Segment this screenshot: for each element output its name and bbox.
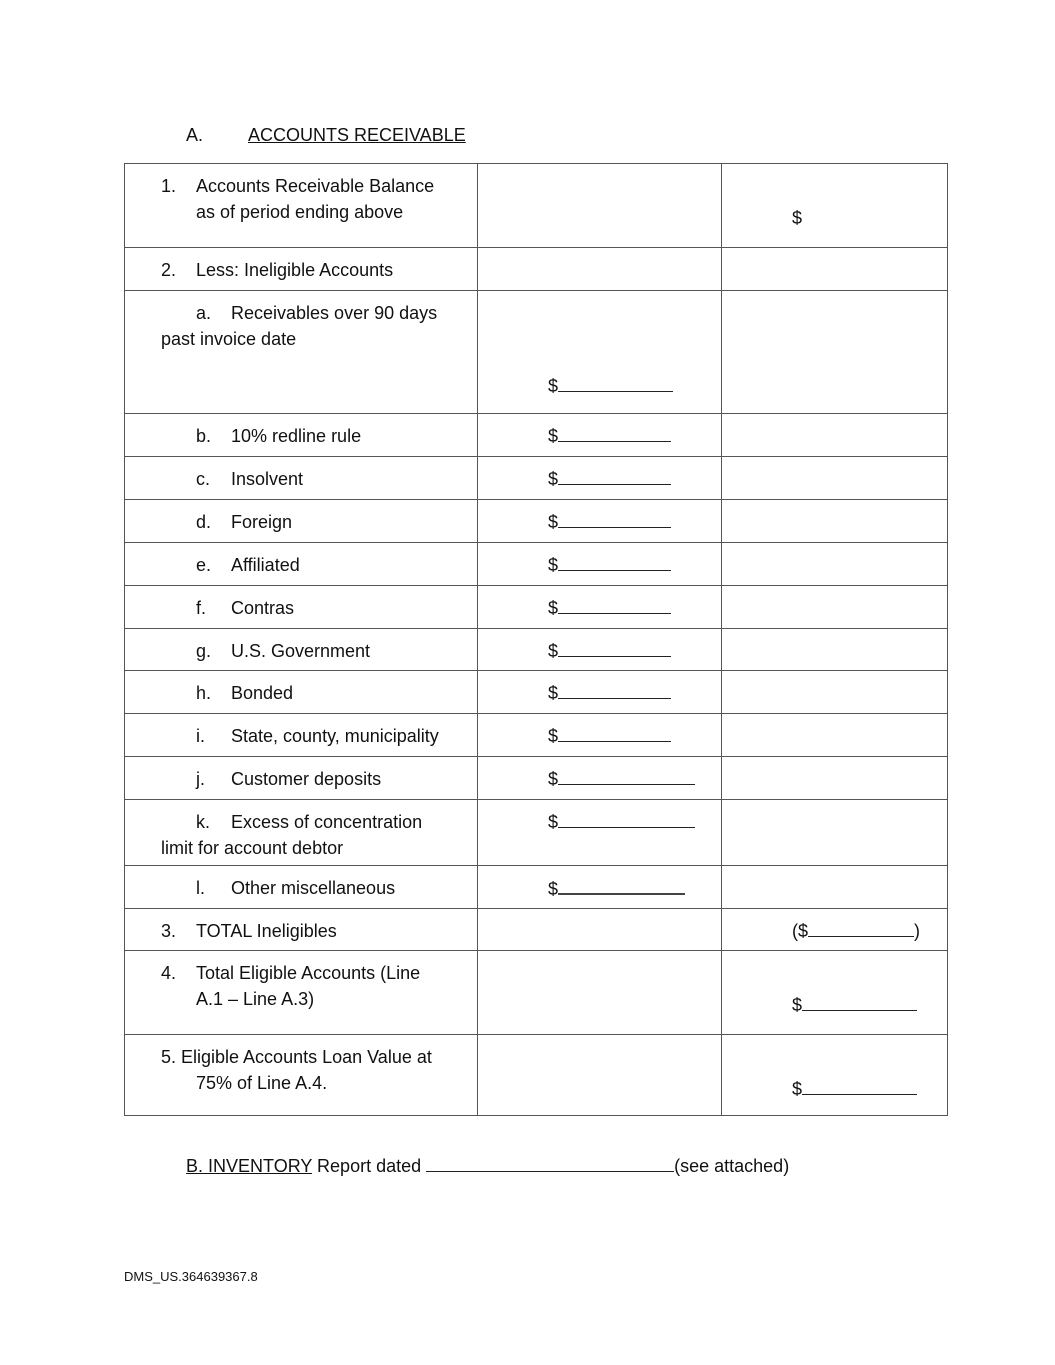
amount-field: $	[548, 766, 695, 792]
row-label: Excess of concentration	[231, 812, 423, 832]
blank-line[interactable]	[558, 680, 671, 699]
row-label: 5. Eligible Accounts Loan Value at	[161, 1047, 432, 1067]
row-label: TOTAL Ineligibles	[196, 921, 337, 941]
row-letter: f.	[196, 598, 207, 618]
table-row-4	[125, 951, 948, 1035]
amount-field: $	[792, 208, 803, 228]
accounts-receivable-table	[124, 163, 948, 1116]
table-row-d	[125, 500, 948, 543]
amount-cell[interactable]	[478, 291, 722, 414]
row-label: Contras	[231, 598, 295, 618]
row-letter: i.	[196, 726, 205, 746]
table-row-a	[125, 291, 948, 414]
amount-field: $	[548, 875, 685, 902]
row-letter: e.	[196, 555, 212, 575]
blank-line[interactable]	[558, 875, 685, 895]
blank-line[interactable]	[558, 723, 671, 742]
row-label: Less: Ineligible Accounts	[196, 260, 394, 280]
blank-line[interactable]	[558, 373, 673, 392]
row-label: Accounts Receivable Balance	[196, 176, 435, 196]
row-label: Foreign	[231, 512, 293, 532]
row-label: U.S. Government	[231, 641, 371, 661]
blank-line[interactable]	[808, 918, 914, 937]
table-row-3	[125, 909, 948, 951]
row-label: Affiliated	[231, 555, 300, 575]
row-label: 10% redline rule	[231, 426, 362, 446]
row-letter: l.	[196, 878, 205, 898]
amount-cell[interactable]	[478, 164, 722, 248]
table-row-i	[125, 714, 948, 757]
row-letter: a.	[196, 303, 212, 323]
amount-cell[interactable]	[478, 757, 722, 800]
section-b-suffix: (see attached)	[674, 1156, 790, 1176]
amount-field: $	[548, 723, 671, 749]
blank-line[interactable]	[558, 638, 671, 657]
section-a-title: ACCOUNTS RECEIVABLE	[248, 125, 466, 145]
row-number: 1.	[161, 176, 177, 196]
amount-cell[interactable]	[478, 500, 722, 543]
amount-cell[interactable]	[478, 586, 722, 629]
row-letter: h.	[196, 683, 212, 703]
report-date-blank[interactable]	[426, 1153, 674, 1172]
row-letter: d.	[196, 512, 212, 532]
row-letter: j.	[196, 769, 205, 789]
row-label: Other miscellaneous	[231, 878, 396, 898]
amount-cell[interactable]	[478, 457, 722, 500]
section-b-title: B. INVENTORY	[186, 1156, 313, 1176]
amount-field: $	[548, 809, 695, 835]
section-b-text: Report dated	[312, 1156, 427, 1176]
row-letter: g.	[196, 641, 212, 661]
blank-line[interactable]	[558, 423, 671, 442]
table-row-h	[125, 671, 948, 714]
row-number: 4.	[161, 963, 177, 983]
amount-field: $	[792, 1076, 917, 1102]
table-row-2	[125, 248, 948, 291]
blank-line[interactable]	[558, 766, 695, 785]
row-label: Customer deposits	[231, 769, 382, 789]
row-label: Insolvent	[231, 469, 304, 489]
section-b-inventory	[186, 1153, 789, 1177]
blank-line[interactable]	[558, 509, 671, 528]
row-letter: c.	[196, 469, 211, 489]
table-row-e	[125, 543, 948, 586]
row-letter: k.	[196, 812, 211, 832]
amount-cell[interactable]	[478, 543, 722, 586]
amount-cell[interactable]	[722, 164, 948, 248]
document-id: DMS_US.364639367.8	[124, 1269, 258, 1284]
table-row-j	[125, 757, 948, 800]
amount-cell[interactable]	[478, 629, 722, 671]
amount-cell[interactable]	[478, 800, 722, 866]
table-row-1	[125, 164, 948, 248]
table-row-g	[125, 629, 948, 671]
amount-field: ($ )	[792, 918, 920, 944]
amount-field: $	[548, 595, 671, 621]
blank-line[interactable]	[802, 992, 917, 1011]
row-label-cont: 75% of Line A.4.	[196, 1073, 328, 1093]
row-number: 3.	[161, 921, 177, 941]
blank-line[interactable]	[802, 1076, 917, 1095]
amount-field: $	[548, 466, 671, 492]
section-a-heading	[186, 125, 466, 146]
amount-field: $	[548, 423, 671, 449]
amount-cell[interactable]	[722, 951, 948, 1035]
row-label-cont: past invoice date	[161, 329, 297, 349]
amount-field: $	[548, 373, 673, 399]
row-label-cont: limit for account debtor	[161, 838, 344, 858]
amount-cell[interactable]	[478, 414, 722, 457]
amount-field: $	[792, 992, 917, 1018]
amount-field: $	[548, 638, 671, 664]
blank-line[interactable]	[558, 809, 695, 828]
row-label: Bonded	[231, 683, 294, 703]
blank-line[interactable]	[558, 552, 671, 571]
table-row-l	[125, 866, 948, 909]
table-row-5	[125, 1035, 948, 1116]
blank-line[interactable]	[558, 466, 671, 485]
amount-cell[interactable]	[478, 671, 722, 714]
table-row-f	[125, 586, 948, 629]
row-number: 2.	[161, 260, 177, 280]
amount-cell[interactable]	[722, 909, 948, 951]
table-row-k	[125, 800, 948, 866]
row-label: State, county, municipality	[231, 726, 439, 746]
row-label: Total Eligible Accounts (Line	[196, 963, 421, 983]
row-label: Receivables over 90 days	[231, 303, 438, 323]
amount-cell[interactable]	[478, 714, 722, 757]
amount-cell[interactable]	[722, 1035, 948, 1116]
table-row-b	[125, 414, 948, 457]
section-a-letter: A.	[186, 125, 204, 145]
amount-field: $	[548, 552, 671, 578]
row-letter: b.	[196, 426, 212, 446]
row-label-cont: A.1 – Line A.3)	[196, 989, 315, 1009]
blank-line[interactable]	[558, 595, 671, 614]
amount-cell[interactable]	[478, 866, 722, 909]
amount-field: $	[548, 509, 671, 535]
table-row-c	[125, 457, 948, 500]
row-label-cont: as of period ending above	[196, 202, 404, 222]
amount-field: $	[548, 680, 671, 706]
